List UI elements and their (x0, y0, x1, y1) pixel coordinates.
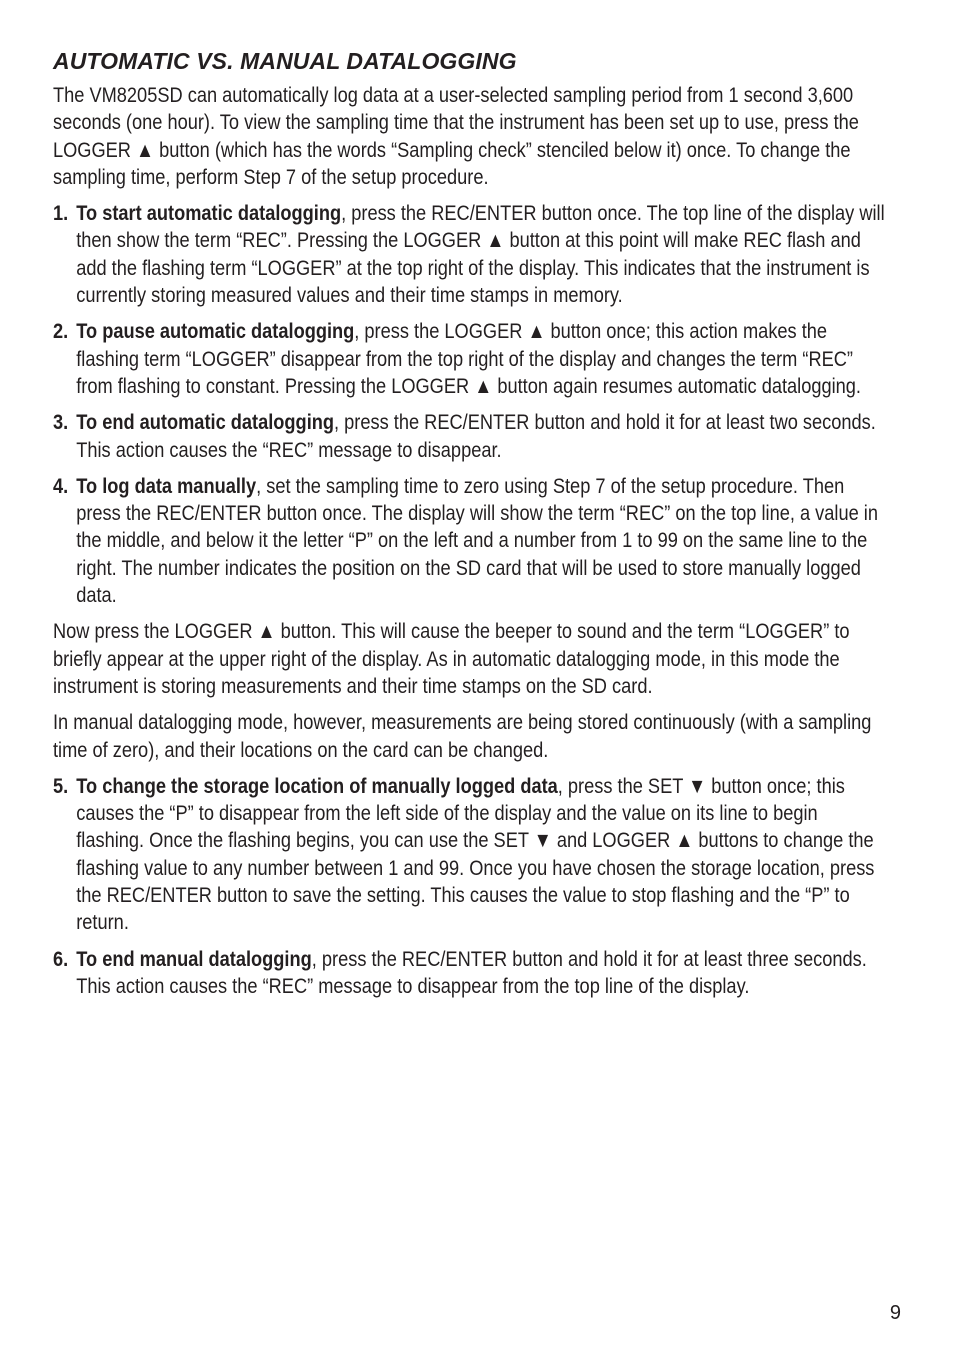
step-text: , press the SET ▼ button once; this causes the “P” to disappear from the left side of the display and the value on its line to begin flashing. Once the flashing begins, you can use the SET ▼ and LOGGER ▲ buttons to change the flashing value to any number between 1 and 99. Once you have chosen the storage location, press the REC/ENTER button to save the setting. This causes the value to stop flashing and the “P” to return. (76, 774, 875, 935)
step-text: , press the LOGGER ▲ button once; this action makes the flashing term “LOGGER” disappear from the top right of the display and changes the term “REC” from flashing to constant. Pressing the LOGGER ▲ button again resumes automatic datalogging. (76, 320, 861, 398)
step-text: , set the sampling time to zero using Step 7 of the setup procedure. Then press the REC/ENTER button once. The display will show the term “REC” on the top line, a value in the middle, and below it the letter “P” on the left and a number from 1 to 99 on the same line to the right. The number indicates the position on the SD card that will be used to store manually logged data. (76, 474, 878, 608)
step-lead: To change the storage location of manually logged data (76, 774, 558, 798)
step-number: 6. (53, 947, 69, 971)
step-item (53, 318, 888, 400)
step-number: 5. (53, 774, 69, 798)
manual-mode-paragraph: In manual datalogging mode, however, measurements are being stored continuously (with a sampling time of zero), and their locations on the card can be changed. (53, 711, 872, 762)
section-heading: AUTOMATIC VS. MANUAL DATALOGGING (53, 48, 517, 74)
step-text: , press the REC/ENTER button and hold it for at least three seconds. This action causes the “REC” message to disappear from the top line of the display. (76, 947, 867, 998)
step-text: , press the REC/ENTER button once. The top line of the display will then show the term “REC”. Pressing the LOGGER ▲ button at this point will make REC flash and add the flashing term “LOGGER” at the top right of the display. This indicates that the instrument is currently storing measured values and their time stamps in memory. (76, 202, 885, 308)
step-number: 2. (53, 320, 69, 344)
page-number: 9 (889, 1302, 901, 1324)
step-number: 4. (53, 474, 69, 498)
step-item (53, 473, 888, 609)
step-lead: To end manual datalogging (76, 947, 312, 971)
step-lead: To start automatic datalogging (76, 202, 342, 226)
step-lead: To log data manually (76, 474, 257, 498)
step-lead: To end automatic datalogging (76, 411, 335, 435)
step-number: 3. (53, 411, 69, 435)
step-item (53, 200, 888, 309)
intro-paragraph: The VM8205SD can automatically log data at a user-selected sampling period from 1 second 3,600 seconds (one hour). To view the sampling time that the instrument has been set up to use, press the LOGGER ▲ button (which has the words “Sampling check” stenciled below it) once. To change the sampling time, perform Step 7 of the setup procedure. (53, 84, 859, 189)
step-lead: To pause automatic datalogging (76, 320, 355, 344)
step-item (53, 946, 888, 1001)
step-item (53, 409, 888, 464)
step-text: , press the REC/ENTER button and hold it for at least two seconds. This action causes the “REC” message to disappear. (76, 411, 876, 462)
logger-paragraph: Now press the LOGGER ▲ button. This will cause the beeper to sound and the term “LOGGER” to briefly appear at the upper right of the display. As in automatic datalogging mode, in this mode the instrument is storing measurements and their time stamps on the SD card. (53, 620, 850, 698)
step-number: 1. (53, 202, 69, 226)
step-item (53, 773, 888, 937)
document-page (53, 46, 905, 1009)
